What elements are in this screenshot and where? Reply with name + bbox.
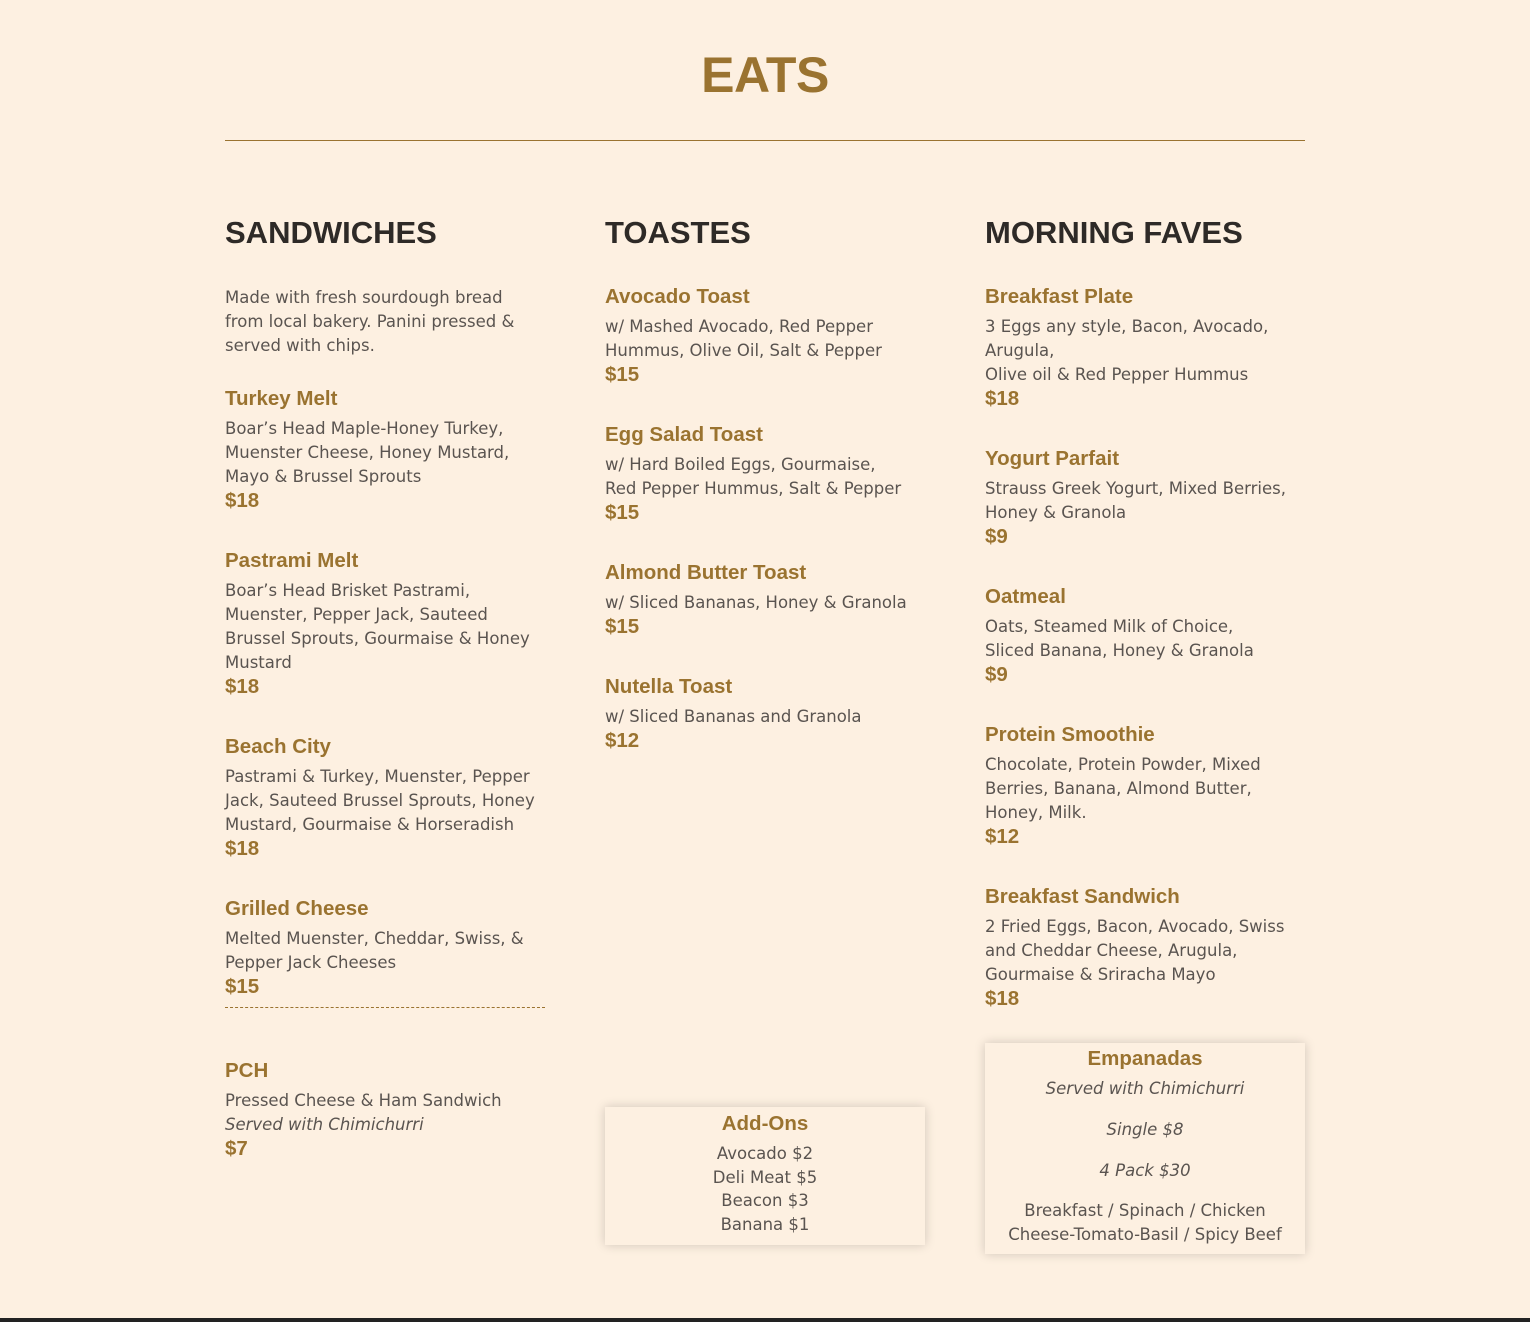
empanadas-flavors-line: Cheese-Tomato-Basil / Spicy Beef [1008, 1225, 1282, 1244]
menu-item-protein-smoothie [985, 722, 1305, 848]
menu-item-avocado-toast [605, 284, 925, 386]
item-note: Served with Chimichurri [225, 1115, 424, 1134]
item-name: Oatmeal [985, 585, 1066, 608]
item-price: $15 [605, 501, 640, 524]
item-description: Chocolate, Protein Powder, Mixed Berries, Banana, Almond Butter, Honey, Milk. [985, 755, 1261, 822]
item-price: $18 [225, 837, 260, 860]
morning-faves-column [985, 214, 1305, 1010]
item-price: $18 [985, 387, 1020, 410]
menu-item-oatmeal [985, 584, 1305, 686]
page-title: EATS [701, 47, 829, 103]
dashed-divider [225, 1007, 545, 1008]
item-price: $12 [985, 825, 1020, 848]
item-description: 3 Eggs any style, Bacon, Avocado, Arugula, Olive oil & Red Pepper Hummus [985, 317, 1269, 384]
bottom-bar [0, 1318, 1530, 1322]
item-price: $15 [605, 615, 640, 638]
item-price: $18 [985, 987, 1020, 1010]
empanadas-served-note: Served with Chimichurri [1045, 1079, 1245, 1098]
menu-item-breakfast-plate [985, 284, 1305, 410]
empanadas-flavors-line: Breakfast / Spinach / Chicken [1024, 1201, 1266, 1220]
sandwiches-heading: SANDWICHES [225, 215, 437, 250]
empanadas-pack-price: 4 Pack $30 [1099, 1161, 1191, 1180]
item-price: $9 [985, 663, 1008, 686]
item-description: w/ Mashed Avocado, Red Pepper Hummus, Olive Oil, Salt & Pepper [605, 317, 882, 360]
item-price: $15 [605, 363, 640, 386]
add-on-item: Banana $1 [720, 1215, 810, 1235]
item-description: Boar’s Head Brisket Pastrami, Muenster, Pepper Jack, Sauteed Brussel Sprouts, Gourmaise & Honey Mustard [225, 581, 530, 672]
add-on-item: Deli Meat $5 [712, 1167, 818, 1187]
item-name: Yogurt Parfait [985, 447, 1120, 470]
item-description: Pressed Cheese & Ham Sandwich [225, 1091, 502, 1110]
item-name: Beach City [225, 735, 331, 758]
toastes-column [605, 214, 925, 752]
item-name: Breakfast Plate [985, 285, 1134, 308]
add-on-item: Beacon $3 [721, 1191, 809, 1211]
menu-item-turkey-melt [225, 386, 545, 512]
item-description: 2 Fried Eggs, Bacon, Avocado, Swiss and Cheddar Cheese, Arugula, Gourmaise & Sriracha Mayo [985, 917, 1285, 984]
toastes-heading: TOASTES [605, 215, 751, 250]
empanadas-box [985, 1043, 1305, 1254]
item-description: Oats, Steamed Milk of Choice, Sliced Banana, Honey & Granola [985, 617, 1254, 660]
menu-item-almond-butter-toast [605, 560, 925, 638]
title-divider [225, 140, 1305, 141]
item-name: Turkey Melt [225, 387, 338, 410]
item-name: Nutella Toast [605, 675, 733, 698]
item-name: Pastrami Melt [225, 549, 359, 572]
sandwiches-column [225, 214, 545, 998]
item-description: w/ Sliced Bananas, Honey & Granola [605, 593, 907, 612]
menu-item-beach-city [225, 734, 545, 860]
item-description: Melted Muenster, Cheddar, Swiss, & Pepper Jack Cheeses [225, 929, 524, 972]
item-name: Avocado Toast [605, 285, 750, 308]
item-description: Pastrami & Turkey, Muenster, Pepper Jack, Sauteed Brussel Sprouts, Honey Mustard, Gourmaise & Horseradish [225, 767, 535, 834]
item-price: $9 [985, 525, 1008, 548]
morning-faves-heading: MORNING FAVES [985, 215, 1243, 250]
empanadas-flavors [985, 1199, 1305, 1247]
item-description: w/ Sliced Bananas and Granola [605, 707, 862, 726]
add-ons-title: Add-Ons [721, 1112, 809, 1135]
add-ons-box [605, 1107, 925, 1245]
menu-item-pastrami-melt [225, 548, 545, 698]
item-price: $18 [225, 489, 260, 512]
menu-item-egg-salad-toast [605, 422, 925, 524]
empanadas-single-price: Single $8 [1106, 1120, 1184, 1139]
item-description: Boar’s Head Maple-Honey Turkey, Muenster Cheese, Honey Mustard, Mayo & Brussel Sprouts [225, 419, 510, 486]
item-name: Egg Salad Toast [605, 423, 763, 446]
menu-item-breakfast-sandwich [985, 884, 1305, 1010]
add-on-item: Avocado $2 [716, 1144, 814, 1163]
item-name: PCH [225, 1059, 269, 1082]
item-name: Grilled Cheese [225, 897, 369, 920]
item-price: $12 [605, 729, 640, 752]
item-name: Protein Smoothie [985, 723, 1155, 746]
empanadas-title: Empanadas [1087, 1047, 1203, 1070]
sandwiches-intro: Made with fresh sourdough bread from local bakery. Panini pressed & served with chips. [225, 288, 515, 355]
item-name: Breakfast Sandwich [985, 885, 1180, 908]
item-name: Almond Butter Toast [605, 561, 807, 584]
item-price: $7 [225, 1137, 248, 1160]
menu-item-yogurt-parfait [985, 446, 1305, 548]
menu-item-nutella-toast [605, 674, 925, 752]
menu-item-grilled-cheese [225, 896, 545, 998]
item-price: $18 [225, 675, 260, 698]
menu-item-pch [225, 1058, 545, 1160]
add-ons-list [605, 1142, 925, 1237]
item-price: $15 [225, 975, 260, 998]
item-description: w/ Hard Boiled Eggs, Gourmaise, Red Pepper Hummus, Salt & Pepper [605, 455, 902, 498]
item-description: Strauss Greek Yogurt, Mixed Berries, Honey & Granola [985, 479, 1286, 522]
